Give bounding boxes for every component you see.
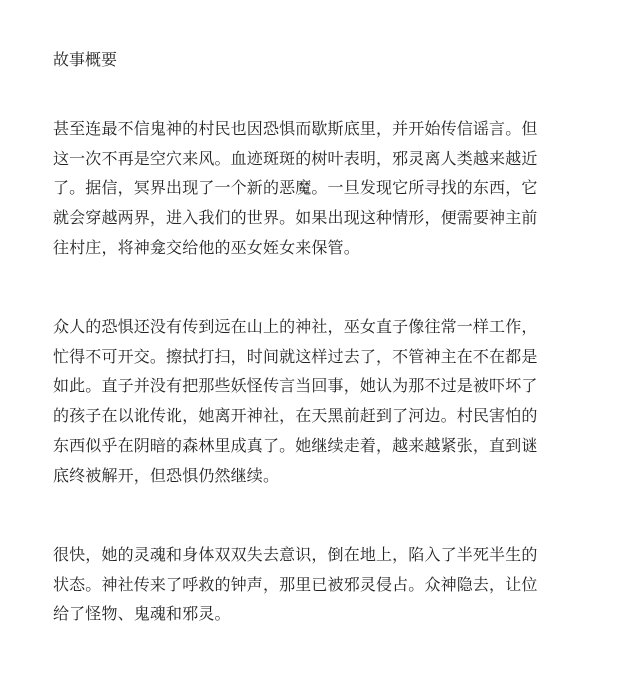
paragraph-line: 给了怪物、鬼魂和邪灵。 [53,604,231,624]
paragraph-1 [53,114,568,263]
paragraph-line: 东西似乎在阴暗的森林里成真了。她继续走着，越来越紧张，直到谜 [53,435,538,455]
section-heading: 故事概要 [53,50,118,69]
paragraph-line: 很快，她的灵魂和身体双双失去意识，倒在地上，陷入了半死半生的 [53,545,538,564]
paragraph-line: 众人的恐惧还没有传到远在山上的神社，巫女直子像往常一样工作， [53,317,538,336]
paragraph-line: 往村庄，将神龛交给他的巫女姪女来保管。 [53,237,360,257]
paragraph-3 [53,540,568,629]
paragraph-line: 的孩子在以讹传讹，她离开神社，在天黑前赶到了河边。村民害怕的 [53,406,538,426]
paragraph-line: 状态。神社传来了呼救的钟声，那里已被邪灵侵占。众神隐去，让位 [53,574,538,594]
paragraph-line: 忙得不可开交。擦拭打扫，时间就这样过去了，不管神主在不在都是 [53,346,538,366]
paragraph-line: 底终被解开，但恐惧仍然继续。 [53,465,280,485]
paragraph-line: 如此。直子并没有把那些妖怪传言当回事，她认为那不过是被吓坏了 [53,376,538,396]
paragraph-2 [53,312,568,490]
paragraph-line: 了。据信，冥界出现了一个新的恶魔。一旦发现它所寻找的东西，它 [53,178,538,198]
paragraph-line: 这一次不再是空穴来风。血迹斑斑的树叶表明，邪灵离人类越来越近 [53,148,538,168]
paragraph-line: 甚至连最不信鬼神的村民也因恐惧而歇斯底里，并开始传信谣言。但 [53,119,538,138]
paragraph-line: 就会穿越两界，进入我们的世界。如果出现这种情形，便需要神主前 [53,208,538,228]
